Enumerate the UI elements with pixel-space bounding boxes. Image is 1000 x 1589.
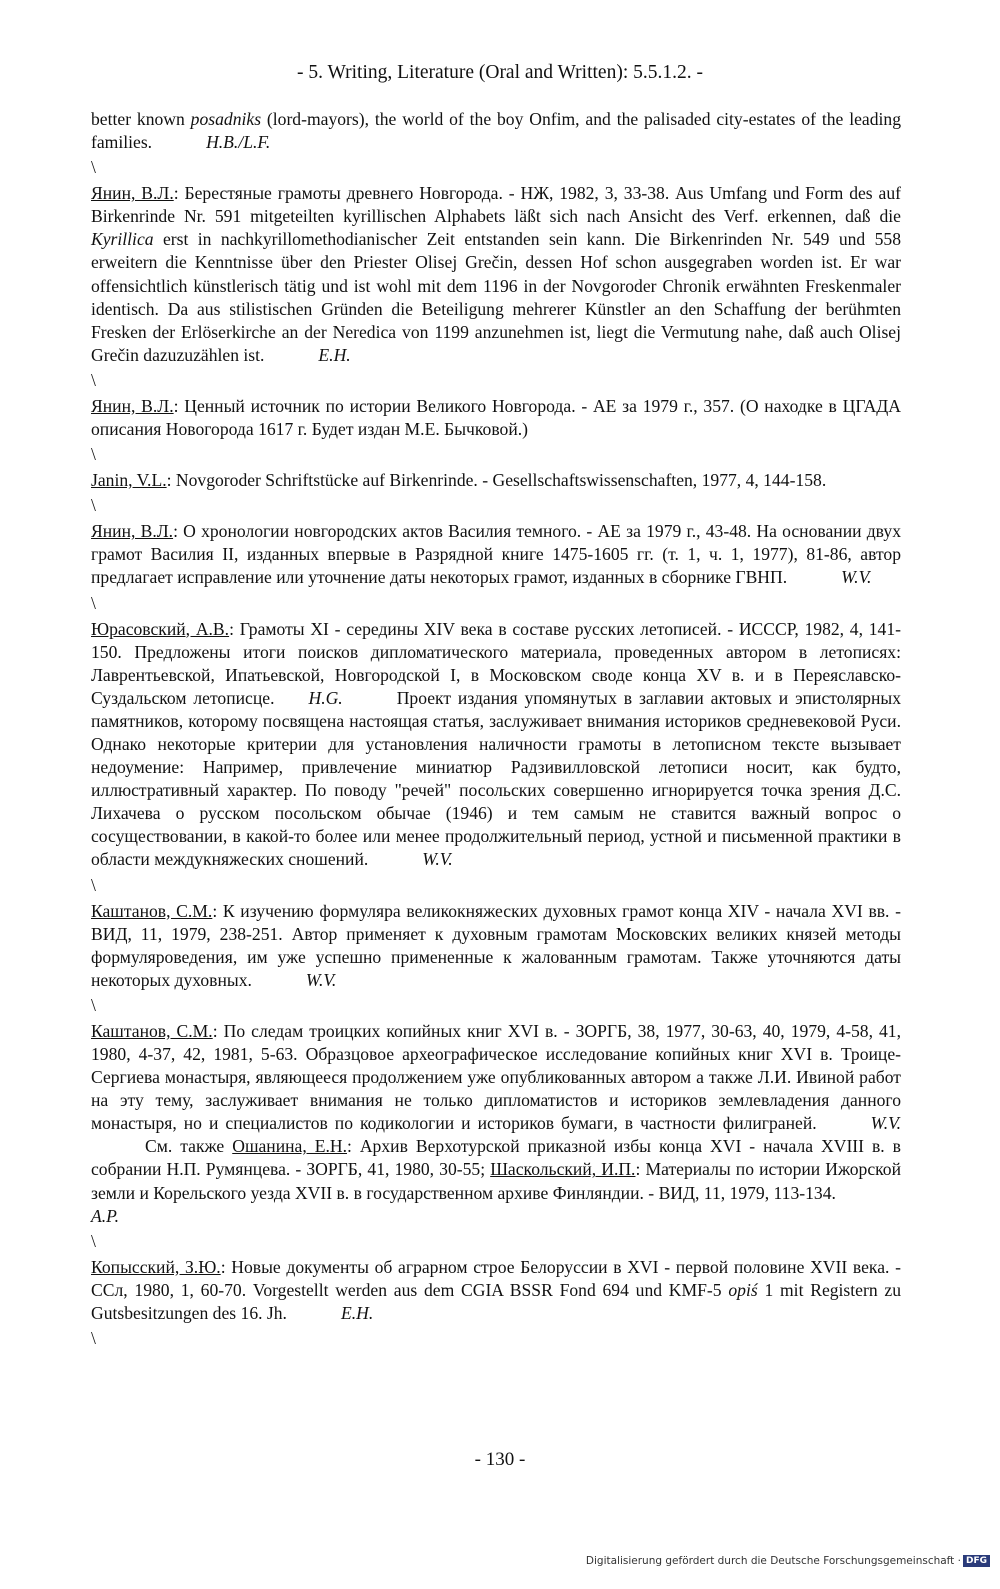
reviewer-initials: W.V. xyxy=(870,1113,901,1134)
entry-text: Проект издания упомянутых в заглавии актовых и эпистолярных памятников, которому посвящена настоящая статья, заслуживает внимания историков средневековой Руси. Однако некоторые критерии для установления наличности грамоты в летописном тексте вызывает недоумение: Например, привлечение миниатюр Радзивилловской летописи носит, как будто, иллюстративный характер. По поводу "речей" посольских совершенно игнорируется точка зрения Д.С. Лихачева о русском посольском обычае (1946) и тем самым не ставится важный вопрос о сосуществовании, в какой-то более или менее продолжительный период, устной и письменной практики в области междукняжеских сношений. xyxy=(91,687,901,870)
digitization-footer xyxy=(586,1555,990,1567)
entry-text: : Новые документы об аграрном строе Белоруссии в XVI - первой половине XVII века. - ССл, 1980, 1, 60-70. Vorgestellt werden aus dem CGIA BSSR Fond 694 und KMF-5 xyxy=(91,1256,901,1300)
entry-separator: \ xyxy=(91,157,96,178)
bibliography-entry xyxy=(91,1256,901,1325)
entry-text: : Ценный источник по истории Великого Новгорода. - АЕ за 1979 г., 357. (О находке в ЦГАДА описания Новогорода 1617 г. Будет издан М.Е. Бычковой.) xyxy=(91,395,901,440)
entry-separator: \ xyxy=(91,1230,96,1251)
reviewer-initials: W.V. xyxy=(841,567,872,588)
entry-text: : Берестяные грамоты древнего Новгорода. - НЖ, 1982, 3, 33-38. Aus Umfang und Form des auf Birkenrinde Nr. 591 mitgeteilten kyrillischen Alphabets läßt sich nach Ansicht des Verf. erkennen, daß die xyxy=(91,183,901,227)
reviewer-initials: E.H. xyxy=(318,344,351,365)
bibliography-entry xyxy=(91,182,901,367)
entry-text: : Грамоты XI - середины XIV века в составе русских летописей. - ИСССР, 1982, 4, 141-150. Предложены итоги поисков дипломатического материала, проведенных автором в летописях: Лаврентьевской, Ипатьевской, Новгородской I, в Московском своде конца XV в. и в Переяславско-Суздальском летописце. xyxy=(91,618,901,708)
italic-term: opiś xyxy=(728,1279,758,1300)
running-header: - 5. Writing, Literature (Oral and Written): 5.5.1.2. - xyxy=(296,62,703,83)
entry-separator: \ xyxy=(91,1328,96,1349)
bibliography-entry xyxy=(91,469,901,492)
entry-text: 1 mit Registern zu Gutsbesitzungen des 16. Jh. xyxy=(91,1279,901,1323)
author-name: Янин, В.Л. xyxy=(91,395,174,416)
entry-text: erst in nachkyrillomethodianischer Zeit entstanden sein kann. Die Birkenrinden Nr. 549 und 558 erweitern die Kenntnisse über den Priester Olisej Grečin, dessen Hof schon ausgegraben worden ist. Er war offensichtlich künstlerisch tätig und ist wohl mit dem 1196 in der Novgoroder Chronik erwähnten Freskenmaler identisch. Da aus stilistischen Gründen die Beteiligung mehrerer Künstler an den Schaffung der berühmten Fresken der Erlöserkirche an der Neredica von 1199 anzunehmen ist, liegt die Vermutung nahe, daß auch Olisej Grečin dazuzuzählen ist. xyxy=(91,229,901,365)
italic-term: posadniks xyxy=(190,109,262,129)
dfg-logo: DFG xyxy=(963,1555,990,1567)
bibliography-entry xyxy=(91,618,901,872)
reviewer-initials: A.P. xyxy=(91,1205,120,1226)
bibliography-entry xyxy=(91,1020,901,1228)
bibliography-entry xyxy=(91,520,901,589)
text: better known xyxy=(91,109,191,129)
continuation-paragraph xyxy=(91,108,901,154)
bibliography-body xyxy=(91,108,901,1353)
entry-separator: \ xyxy=(91,369,96,390)
entry-separator: \ xyxy=(91,874,96,895)
bibliography-entry xyxy=(91,395,901,441)
reviewer-initials: H.B./L.F. xyxy=(206,132,271,153)
page-number: - 130 - xyxy=(474,1449,526,1470)
entry-separator: \ xyxy=(91,592,96,613)
author-name: Каштанов, С.М. xyxy=(91,900,213,921)
entry-text: : По следам троицких копийных книг XVI в. - ЗОРГБ, 38, 1977, 30-63, 40, 1979, 4-58, 41, 1980, 4-37, 42, 1981, 5-63. Образцовое археографическое исследование копийных книг XVI в. Троице-Сергиева монастыря, являющееся продолжением уже опубликованных автором а также Л.И. Ивиной работ на эту тему, заслуживает внимания не только дипломатистов и историков землевладения данного монастыря, но и специалистов по кодикологии и историков бумаги, в частности филиграней. xyxy=(91,1020,901,1134)
see-also-label: См. также xyxy=(145,1136,225,1157)
bibliography-entry xyxy=(91,900,901,992)
author-name: Janin, V.L. xyxy=(91,470,167,491)
entry-text: : Архив Верхотурской приказной избы конца XVI - начала XVIII в. в собрании Н.П. Румянцева. - ЗОРГБ, 41, 1980, 30-55; xyxy=(91,1136,901,1180)
entry-separator: \ xyxy=(91,444,96,465)
reviewer-initials: E.H. xyxy=(340,1302,374,1323)
reviewer-initials: W.V. xyxy=(422,849,453,870)
author-name: Копысский, З.Ю. xyxy=(91,1256,221,1277)
cross-reference-author: Ошанина, Е.Н. xyxy=(232,1136,347,1157)
cross-reference-author: Шаскольский, И.П. xyxy=(490,1159,636,1180)
author-name: Янин, В.Л. xyxy=(91,521,174,542)
author-name: Янин, В.Л. xyxy=(91,183,174,204)
entry-separator: \ xyxy=(91,495,96,516)
author-name: Юрасовский, А.В. xyxy=(91,618,230,639)
footer-text: Digitalisierung gefördert durch die Deutsche Forschungsgemeinschaft · xyxy=(585,1555,961,1567)
entry-text: : О хронологии новгородских актов Василия темного. - АЕ за 1979 г., 43-48. На основании двух грамот Василия II, изданных впервые в Разрядной книге 1475-1605 гг. (т. 1, ч. 1, 1977), 81-86, автор предлагает исправление или уточнение даты некоторых грамот, изданных в сборнике ГВНП. xyxy=(91,521,901,588)
reviewer-initials: W.V. xyxy=(305,969,337,990)
reviewer-initials: H.G. xyxy=(308,687,343,708)
entry-separator: \ xyxy=(91,994,96,1015)
author-name: Каштанов, С.М. xyxy=(91,1020,213,1041)
entry-text: : К изучению формуляра великокняжеских духовных грамот конца XIV - начала XVI вв. - ВИД, 11, 1979, 238-251. Автор применяет к духовным грамотам Московских великих князей методы формуляроведения, им уже успешно примененные к жалованным грамотам. Также уточняются даты некоторых духовных. xyxy=(91,900,901,990)
italic-term: Kyrillica xyxy=(91,229,154,250)
text: (lord-mayors), the world of the boy Onfim, and the palisaded city-estates of the leading families. xyxy=(91,109,901,153)
entry-text: : Novgoroder Schriftstücke auf Birkenrinde. - Gesellschaftswissenschaften, 1977, 4, 144-158. xyxy=(166,470,827,491)
entry-text: : Материалы по истории Ижорской земли и Корельского уезда XVII в. в государственном архиве Финляндии. - ВИД, 11, 1979, 113-134. xyxy=(91,1159,901,1203)
